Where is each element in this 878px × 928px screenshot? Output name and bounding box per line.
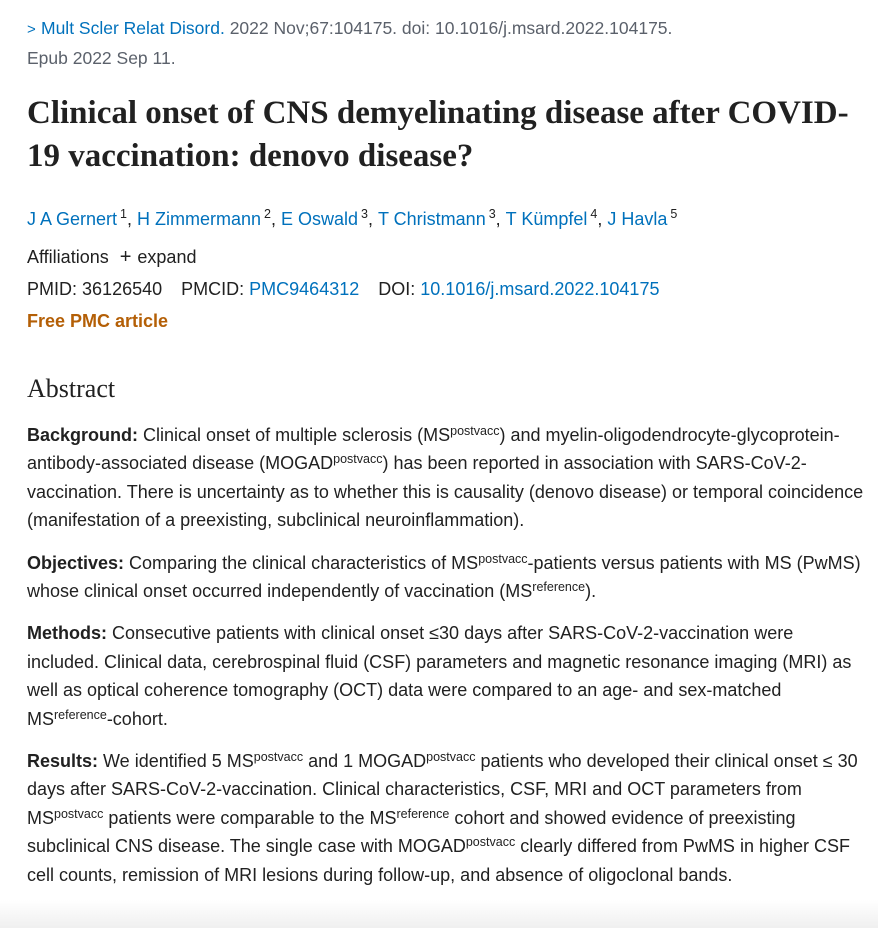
abstract-body <box>27 421 869 903</box>
abstract-methods <box>27 619 869 733</box>
author-link[interactable]: T Christmann <box>378 209 486 229</box>
abstract-superscript: postvacc <box>253 750 304 765</box>
pmid-value: 36126540 <box>82 279 163 299</box>
abstract-text: and 1 MOGAD <box>303 751 427 772</box>
affiliations-label: Affiliations <box>27 247 109 267</box>
abstract-superscript: reference <box>532 580 586 595</box>
author-link[interactable]: H Zimmermann <box>137 209 262 229</box>
abstract-superscript: postvacc <box>426 750 476 765</box>
affiliation-ref[interactable]: 5 <box>670 207 678 221</box>
identifiers-row <box>27 275 659 303</box>
abstract-text: Consecutive patients with clinical onset ≤30 days after SARS-CoV-2-vaccination were included. Clinical data, cerebrospinal fluid (CSF) parameters and magnetic resonance imaging (MRI) as well as optical coherence tomography (OCT) data were compared to an age- and sex-matched MS <box>27 623 852 729</box>
abstract-text: -patients versus patients with MS (PwMS) whose clinical onset occurred independently of vaccination (MS <box>27 552 861 602</box>
expand-label[interactable]: expand <box>137 247 197 267</box>
author-separator: , <box>367 209 373 229</box>
doi-label: DOI: <box>378 279 416 299</box>
methods-label: Methods: <box>27 623 107 644</box>
pmcid-link[interactable]: PMC9464312 <box>249 279 360 299</box>
abstract-text: We identified 5 MS <box>98 751 254 772</box>
background-label: Background: <box>27 425 139 445</box>
abstract-superscript: postvacc <box>333 452 383 467</box>
abstract-text: ). <box>585 581 597 602</box>
abstract-text: patients were comparable to the MS <box>103 807 397 828</box>
author-link[interactable]: E Oswald <box>281 209 359 229</box>
abstract-superscript: postvacc <box>450 424 500 438</box>
abstract-superscript: reference <box>54 707 107 722</box>
author-link[interactable]: T Kümpfel <box>505 209 588 229</box>
bottom-fade <box>0 900 878 928</box>
abstract-text: Clinical onset of multiple sclerosis (MS <box>138 425 451 445</box>
author-link[interactable]: J A Gernert <box>27 209 118 229</box>
abstract-superscript: postvacc <box>465 835 516 850</box>
affiliation-ref[interactable]: 3 <box>488 207 496 221</box>
author-separator: , <box>270 209 276 229</box>
pmcid-label: PMCID: <box>181 279 245 299</box>
epub-date: Epub 2022 Sep 11. <box>27 48 176 68</box>
objectives-label: Objectives: <box>27 552 125 573</box>
authors-list <box>27 200 677 233</box>
affiliation-ref[interactable]: 3 <box>361 207 368 221</box>
abstract-background <box>27 421 869 535</box>
abstract-superscript: reference <box>396 806 450 821</box>
affiliation-ref[interactable]: 1 <box>120 207 127 221</box>
results-label: Results: <box>27 751 99 772</box>
affiliations-toggle[interactable] <box>27 243 196 271</box>
abstract-text: ) and myelin-oligodendrocyte-glycoprotein-antibody-associated disease (MOGAD <box>27 425 840 474</box>
affiliation-ref[interactable]: 2 <box>264 207 271 221</box>
plus-icon[interactable]: + <box>119 246 132 268</box>
abstract-text: -cohort. <box>106 708 168 729</box>
abstract-text: ) has been reported in association with SARS-CoV-2-vaccination. There is uncertainty as to whether this is causality (denovo disease) or temporal coincidence (manifestation of a preexisting, subclinical neuroinflammation). <box>27 453 864 531</box>
author-separator: , <box>597 209 603 229</box>
abstract-results <box>27 747 869 889</box>
abstract-heading: Abstract <box>27 374 116 403</box>
citation-details: 2022 Nov;67:104175. doi: 10.1016/j.msard.2022.104175. <box>229 18 673 38</box>
citation-block <box>27 14 672 72</box>
abstract-text: clearly differed from PwMS in higher CSF cell counts, remission of MRI lesions during follow-up, and absence of oligoclonal bands. <box>27 836 850 885</box>
doi-link[interactable]: 10.1016/j.msard.2022.104175 <box>420 279 660 299</box>
journal-link[interactable]: Mult Scler Relat Disord. <box>41 18 225 38</box>
abstract-objectives <box>27 549 869 606</box>
author-separator: , <box>127 209 133 229</box>
pmid-label: PMID: <box>27 279 78 299</box>
abstract-superscript: postvacc <box>54 806 104 821</box>
abstract-text: patients who developed their clinical onset ≤ 30 days after SARS-CoV-2-vaccination. Clinical characteristics, CSF, MRI and OCT parameters from MS <box>27 751 858 828</box>
author-separator: , <box>495 209 501 229</box>
article-title: Clinical onset of CNS demyelinating disease after COVID-19 vaccination: denovo disease? <box>27 95 849 174</box>
author-link[interactable]: J Havla <box>607 209 668 229</box>
abstract-text: cohort and showed evidence of preexisting subclinical CNS disease. The single case with MOGAD <box>27 807 796 857</box>
free-pmc-article-badge[interactable]: Free PMC article <box>27 311 169 331</box>
abstract-superscript: postvacc <box>478 551 528 566</box>
chevron-right-icon[interactable]: > <box>27 21 36 38</box>
affiliation-ref[interactable]: 4 <box>590 207 598 221</box>
abstract-text: Comparing the clinical characteristics of MS <box>124 552 479 573</box>
